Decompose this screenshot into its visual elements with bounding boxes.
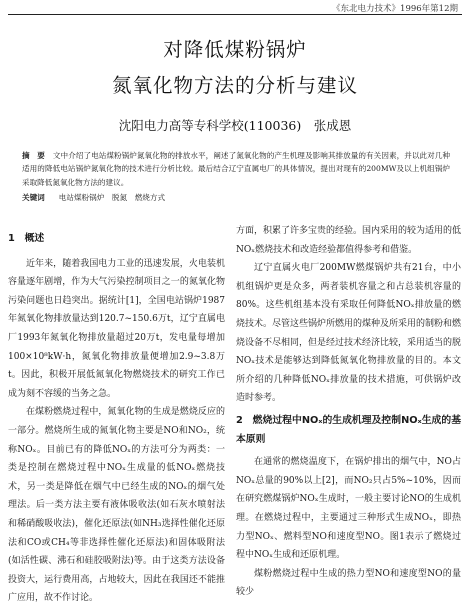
abstract-text: 文中介绍了电站煤粉锅炉氮氧化物的排放水平，阐述了氮氧化物的产生机理及影响其排放量的有关因素，并以此对几种适用的降低电站锅炉氮氧化物的技术进行分析比较。最后结合辽宁直属电厂的具体情况，提出对现有的200MW及以上机组锅炉采取降低氮氧化物方法的建议。 [22, 151, 451, 187]
left-column [8, 222, 225, 608]
paragraph: 辽宁直属火电厂200MW燃煤锅炉共有21台，中小机组锅炉更是众多，两者装机容量之和占总装机容量的80%。这些机组基本没有采取任何降低NOₓ排放量的燃烧技术。尽管这些锅炉所燃用的煤种及所采用的制粉和燃烧设备不尽相同，但是经过技术经济比较，采用适当的脱NOₓ技术是能够达到降低氮氧化物排放量的目的。本文所介绍的几种降低NOₓ排放量的技术措施，可供锅炉改造时参考。 [236, 263, 462, 404]
paragraph: 在煤粉燃烧过程中，氮氧化物的生成是燃烧反应的一部分。燃烧所生成的氮氧化物主要是NO和NO₂，统称NOₓ。目前已有的降低NOₓ的方法可分为两类：一类是控制在燃烧过程中NOₓ生成量的低NOₓ燃烧技术，另一类是降低在烟气中已经生成的NOₓ的烟气处理法。后一类方法主要有液体吸收法(如石灰水喷射法和稀硝酸吸收法)，催化还原法(如NH₃选择性催化还原法和CO或CH₄等非选择性催化还原法)和固体吸附法(如活性碳、沸石和硅胶吸附法)等。由于这类方法设备投资大，运行费用高，占地较大，因此在我国还不能推广应用，故不作讨论。 [8, 407, 225, 604]
paragraph: 煤粉燃烧过程中生成的热力型NO和速度型NO的量较少 [236, 568, 461, 598]
abstract-label: 摘 要 [22, 151, 45, 160]
abstract [22, 149, 450, 189]
right-column [236, 222, 461, 602]
title-line-1: 对降低煤粉锅炉 [163, 38, 307, 61]
keywords-text: 电站煤粉锅炉 脱氮 燃烧方式 [58, 193, 166, 202]
paragraph: 方面，积累了许多宝贵的经验。国内采用的较为适用的低NOₓ燃烧技术和改造经验都值得参考和借鉴。 [236, 226, 462, 255]
paragraph: 近年来，随着我国电力工业的迅速发展，火电装机容量逐年剧增，作为大气污染控制项目之一的氮氧化物污染问题也日趋突出。据统计[1]，全国电站锅炉1987年氮氧化物排放量达到120.7~150.6万t，辽宁直属电厂1993年氮氧化物排放量超过20万t，发电量每增加100×10⁸kW·h，氮氧化物排放量便增加2.9~3.8万t。因此，积极开展低氮氧化物燃烧技术的研究工作已成为刻不容缓的当务之急。 [8, 258, 225, 399]
authors: 沈阳电力高等专科学校(110036) 张成恩 [118, 118, 352, 133]
title-line-2: 氮氧化物方法的分析与建议 [111, 74, 358, 97]
section-2-heading: 2 燃烧过程中NOₓ的生成机理及控制NOₓ生成的基本原则 [236, 414, 461, 445]
journal-header: 《东北电力技术》1996年第12期 [332, 4, 458, 14]
paragraph: 在通常的燃烧温度下，在锅炉排出的烟气中，NO占NOₓ总量的90%以上[2]，而NO₂只占5%~10%，因而在研究燃煤锅炉NOₓ生成时，一般主要讨论NO的生成机理。在燃烧过程中，主要通过三种形式生成NOₓ，即热力型NOₓ、燃料型NO和速度型NO。图1表示了燃烧过程中NOₓ生成和还原机理。 [236, 457, 461, 561]
keywords [22, 191, 450, 204]
header-rule [8, 14, 462, 15]
keywords-label: 关键词 [22, 193, 45, 202]
section-1-heading: 1 概述 [8, 233, 45, 244]
